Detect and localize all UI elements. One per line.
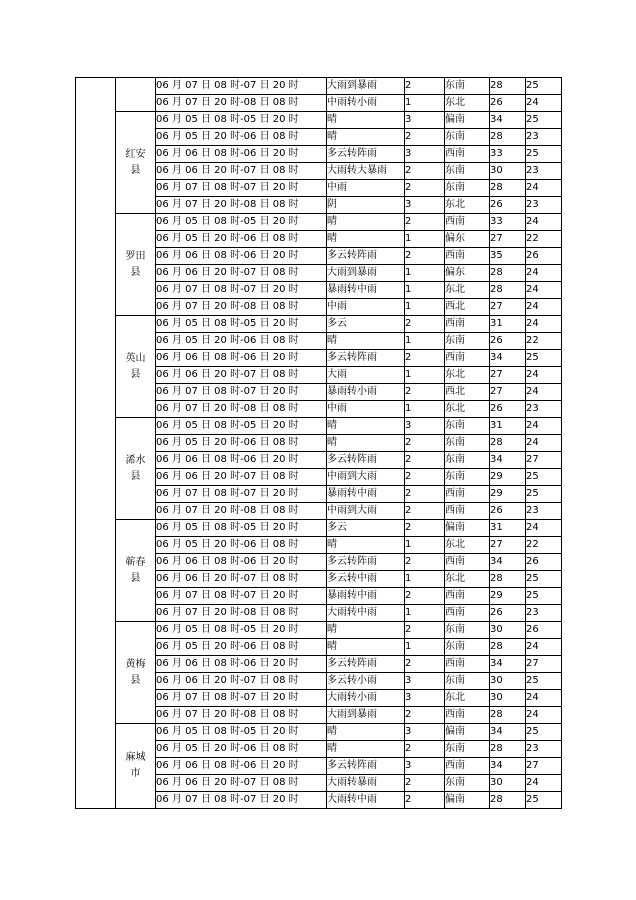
min-temp-cell: 22 <box>526 537 562 554</box>
max-temp-cell: 26 <box>490 401 526 418</box>
wind-direction-cell: 东南 <box>445 163 490 180</box>
wind-direction-cell: 东南 <box>445 129 490 146</box>
weather-cell: 暴雨转中雨 <box>327 486 405 503</box>
min-temp-cell: 25 <box>526 792 562 809</box>
max-temp-cell: 27 <box>490 367 526 384</box>
weather-cell: 晴 <box>327 741 405 758</box>
weather-cell: 多云 <box>327 316 405 333</box>
time-cell: 06 月 07 日 08 时-07 日 20 时 <box>156 792 327 809</box>
table-row <box>76 112 562 129</box>
min-temp-cell: 24 <box>526 639 562 656</box>
wind-direction-cell: 西北 <box>445 384 490 401</box>
min-temp-cell: 24 <box>526 316 562 333</box>
time-cell: 06 月 06 日 08 时-06 日 20 时 <box>156 452 327 469</box>
weather-cell: 多云转中雨 <box>327 571 405 588</box>
wind-level-cell: 1 <box>405 265 445 282</box>
time-cell: 06 月 05 日 20 时-06 日 08 时 <box>156 741 327 758</box>
time-cell: 06 月 05 日 08 时-05 日 20 时 <box>156 214 327 231</box>
wind-level-cell: 1 <box>405 571 445 588</box>
wind-level-cell: 2 <box>405 503 445 520</box>
min-temp-cell: 26 <box>526 248 562 265</box>
min-temp-cell: 24 <box>526 775 562 792</box>
min-temp-cell: 25 <box>526 486 562 503</box>
wind-level-cell: 2 <box>405 129 445 146</box>
wind-direction-cell: 东南 <box>445 452 490 469</box>
time-cell: 06 月 05 日 20 时-06 日 08 时 <box>156 333 327 350</box>
max-temp-cell: 27 <box>490 231 526 248</box>
weather-cell: 大雨到暴雨 <box>327 265 405 282</box>
time-cell: 06 月 06 日 20 时-07 日 08 时 <box>156 469 327 486</box>
weather-cell: 多云转阵雨 <box>327 554 405 571</box>
max-temp-cell: 29 <box>490 588 526 605</box>
wind-level-cell: 3 <box>405 112 445 129</box>
county-name-part: 县 <box>130 266 141 278</box>
min-temp-cell: 24 <box>526 690 562 707</box>
wind-direction-cell: 东北 <box>445 95 490 112</box>
county-name-part: 罗田 <box>125 250 146 262</box>
min-temp-cell: 25 <box>526 469 562 486</box>
max-temp-cell: 34 <box>490 112 526 129</box>
time-cell: 06 月 05 日 08 时-05 日 20 时 <box>156 418 327 435</box>
max-temp-cell: 34 <box>490 758 526 775</box>
min-temp-cell: 25 <box>526 112 562 129</box>
wind-level-cell: 2 <box>405 384 445 401</box>
county-name-cell <box>116 316 156 418</box>
county-name-cell <box>116 520 156 622</box>
weather-cell: 中雨 <box>327 401 405 418</box>
wind-level-cell: 2 <box>405 554 445 571</box>
weather-cell: 晴 <box>327 418 405 435</box>
wind-direction-cell: 西南 <box>445 316 490 333</box>
max-temp-cell: 26 <box>490 95 526 112</box>
wind-direction-cell: 东北 <box>445 690 490 707</box>
weather-cell: 大雨转中雨 <box>327 605 405 622</box>
max-temp-cell: 35 <box>490 248 526 265</box>
weather-cell: 暴雨转小雨 <box>327 384 405 401</box>
max-temp-cell: 28 <box>490 792 526 809</box>
weather-cell: 晴 <box>327 333 405 350</box>
wind-direction-cell: 东南 <box>445 78 490 95</box>
wind-level-cell: 1 <box>405 639 445 656</box>
weather-cell: 晴 <box>327 435 405 452</box>
weather-cell: 多云转阵雨 <box>327 350 405 367</box>
wind-direction-cell: 东南 <box>445 622 490 639</box>
min-temp-cell: 23 <box>526 129 562 146</box>
wind-direction-cell: 偏南 <box>445 520 490 537</box>
wind-level-cell: 2 <box>405 588 445 605</box>
wind-level-cell: 2 <box>405 707 445 724</box>
time-cell: 06 月 07 日 20 时-08 日 08 时 <box>156 503 327 520</box>
max-temp-cell: 34 <box>490 554 526 571</box>
wind-level-cell: 3 <box>405 673 445 690</box>
table-row <box>76 724 562 741</box>
wind-direction-cell: 西南 <box>445 554 490 571</box>
county-name-part: 县 <box>130 164 141 176</box>
max-temp-cell: 28 <box>490 282 526 299</box>
table-row <box>76 316 562 333</box>
min-temp-cell: 23 <box>526 605 562 622</box>
min-temp-cell: 22 <box>526 333 562 350</box>
wind-level-cell: 2 <box>405 792 445 809</box>
min-temp-cell: 22 <box>526 231 562 248</box>
county-name-cell <box>116 112 156 214</box>
time-cell: 06 月 07 日 08 时-07 日 20 时 <box>156 690 327 707</box>
wind-direction-cell: 东北 <box>445 197 490 214</box>
time-cell: 06 月 06 日 08 时-06 日 20 时 <box>156 248 327 265</box>
county-name-part: 蕲春 <box>125 556 146 568</box>
min-temp-cell: 27 <box>526 452 562 469</box>
min-temp-cell: 25 <box>526 78 562 95</box>
county-name-part: 县 <box>130 674 141 686</box>
wind-level-cell: 1 <box>405 401 445 418</box>
max-temp-cell: 30 <box>490 690 526 707</box>
min-temp-cell: 24 <box>526 95 562 112</box>
min-temp-cell: 23 <box>526 741 562 758</box>
max-temp-cell: 33 <box>490 146 526 163</box>
wind-direction-cell: 西南 <box>445 214 490 231</box>
weather-cell: 多云转小雨 <box>327 673 405 690</box>
time-cell: 06 月 05 日 08 时-05 日 20 时 <box>156 112 327 129</box>
wind-direction-cell: 偏东 <box>445 231 490 248</box>
region-cell <box>76 78 116 809</box>
wind-level-cell: 2 <box>405 180 445 197</box>
max-temp-cell: 28 <box>490 78 526 95</box>
wind-direction-cell: 东南 <box>445 180 490 197</box>
wind-level-cell: 2 <box>405 316 445 333</box>
min-temp-cell: 24 <box>526 214 562 231</box>
max-temp-cell: 26 <box>490 197 526 214</box>
time-cell: 06 月 06 日 08 时-06 日 20 时 <box>156 554 327 571</box>
wind-direction-cell: 东北 <box>445 367 490 384</box>
max-temp-cell: 26 <box>490 333 526 350</box>
table-row <box>76 520 562 537</box>
max-temp-cell: 26 <box>490 503 526 520</box>
time-cell: 06 月 07 日 08 时-07 日 20 时 <box>156 384 327 401</box>
wind-direction-cell: 东南 <box>445 741 490 758</box>
min-temp-cell: 25 <box>526 588 562 605</box>
wind-level-cell: 1 <box>405 299 445 316</box>
wind-direction-cell: 西南 <box>445 503 490 520</box>
wind-level-cell: 2 <box>405 350 445 367</box>
time-cell: 06 月 06 日 20 时-07 日 08 时 <box>156 163 327 180</box>
time-cell: 06 月 07 日 20 时-08 日 08 时 <box>156 401 327 418</box>
time-cell: 06 月 07 日 08 时-07 日 20 时 <box>156 588 327 605</box>
min-temp-cell: 25 <box>526 146 562 163</box>
wind-level-cell: 1 <box>405 95 445 112</box>
min-temp-cell: 24 <box>526 265 562 282</box>
wind-level-cell: 3 <box>405 418 445 435</box>
wind-direction-cell: 西南 <box>445 588 490 605</box>
wind-level-cell: 2 <box>405 656 445 673</box>
max-temp-cell: 30 <box>490 673 526 690</box>
wind-level-cell: 1 <box>405 537 445 554</box>
max-temp-cell: 30 <box>490 622 526 639</box>
max-temp-cell: 27 <box>490 537 526 554</box>
weather-cell: 中雨 <box>327 299 405 316</box>
weather-cell: 晴 <box>327 724 405 741</box>
min-temp-cell: 24 <box>526 435 562 452</box>
weather-cell: 中雨到大雨 <box>327 469 405 486</box>
wind-direction-cell: 偏南 <box>445 112 490 129</box>
time-cell: 06 月 07 日 08 时-07 日 20 时 <box>156 78 327 95</box>
min-temp-cell: 25 <box>526 724 562 741</box>
county-name-part: 县 <box>130 572 141 584</box>
max-temp-cell: 31 <box>490 418 526 435</box>
weather-cell: 晴 <box>327 112 405 129</box>
time-cell: 06 月 05 日 20 时-06 日 08 时 <box>156 435 327 452</box>
max-temp-cell: 34 <box>490 656 526 673</box>
max-temp-cell: 28 <box>490 129 526 146</box>
min-temp-cell: 26 <box>526 622 562 639</box>
wind-level-cell: 2 <box>405 78 445 95</box>
wind-direction-cell: 偏南 <box>445 792 490 809</box>
weather-cell: 多云转阵雨 <box>327 146 405 163</box>
max-temp-cell: 29 <box>490 486 526 503</box>
max-temp-cell: 27 <box>490 384 526 401</box>
wind-direction-cell: 东北 <box>445 401 490 418</box>
weather-cell: 大雨到暴雨 <box>327 707 405 724</box>
wind-direction-cell: 西南 <box>445 758 490 775</box>
wind-direction-cell: 西南 <box>445 350 490 367</box>
weather-cell: 大雨转大暴雨 <box>327 163 405 180</box>
wind-level-cell: 3 <box>405 724 445 741</box>
wind-direction-cell: 西南 <box>445 146 490 163</box>
min-temp-cell: 27 <box>526 656 562 673</box>
max-temp-cell: 30 <box>490 163 526 180</box>
wind-direction-cell: 东南 <box>445 435 490 452</box>
county-name-part: 县 <box>130 368 141 380</box>
table-row <box>76 214 562 231</box>
wind-direction-cell: 偏南 <box>445 724 490 741</box>
min-temp-cell: 24 <box>526 299 562 316</box>
wind-direction-cell: 西南 <box>445 707 490 724</box>
max-temp-cell: 30 <box>490 775 526 792</box>
min-temp-cell: 23 <box>526 197 562 214</box>
min-temp-cell: 24 <box>526 384 562 401</box>
time-cell: 06 月 06 日 08 时-06 日 20 时 <box>156 656 327 673</box>
weather-cell: 大雨转小雨 <box>327 690 405 707</box>
time-cell: 06 月 05 日 20 时-06 日 08 时 <box>156 639 327 656</box>
time-cell: 06 月 06 日 20 时-07 日 08 时 <box>156 367 327 384</box>
max-temp-cell: 26 <box>490 605 526 622</box>
time-cell: 06 月 05 日 08 时-05 日 20 时 <box>156 622 327 639</box>
county-name-part: 英山 <box>125 352 146 364</box>
wind-direction-cell: 东南 <box>445 469 490 486</box>
min-temp-cell: 24 <box>526 367 562 384</box>
time-cell: 06 月 05 日 08 时-05 日 20 时 <box>156 520 327 537</box>
wind-level-cell: 1 <box>405 282 445 299</box>
table-row <box>76 78 562 95</box>
min-temp-cell: 24 <box>526 282 562 299</box>
wind-level-cell: 3 <box>405 690 445 707</box>
min-temp-cell: 24 <box>526 180 562 197</box>
wind-level-cell: 3 <box>405 197 445 214</box>
weather-cell: 多云转阵雨 <box>327 656 405 673</box>
min-temp-cell: 24 <box>526 520 562 537</box>
weather-cell: 暴雨转中雨 <box>327 282 405 299</box>
wind-direction-cell: 西南 <box>445 656 490 673</box>
county-name-cell <box>116 622 156 724</box>
wind-level-cell: 1 <box>405 231 445 248</box>
max-temp-cell: 28 <box>490 639 526 656</box>
time-cell: 06 月 06 日 20 时-07 日 08 时 <box>156 265 327 282</box>
weather-cell: 晴 <box>327 537 405 554</box>
time-cell: 06 月 05 日 08 时-05 日 20 时 <box>156 724 327 741</box>
time-cell: 06 月 05 日 20 时-06 日 08 时 <box>156 129 327 146</box>
wind-level-cell: 2 <box>405 775 445 792</box>
time-cell: 06 月 06 日 20 时-07 日 08 时 <box>156 571 327 588</box>
weather-cell: 晴 <box>327 231 405 248</box>
wind-direction-cell: 偏东 <box>445 265 490 282</box>
weather-cell: 中雨 <box>327 180 405 197</box>
county-name-part: 浠水 <box>125 454 146 466</box>
time-cell: 06 月 07 日 20 时-08 日 08 时 <box>156 605 327 622</box>
wind-level-cell: 2 <box>405 452 445 469</box>
weather-cell: 大雨 <box>327 367 405 384</box>
time-cell: 06 月 06 日 08 时-06 日 20 时 <box>156 146 327 163</box>
time-cell: 06 月 06 日 20 时-07 日 08 时 <box>156 775 327 792</box>
wind-level-cell: 3 <box>405 758 445 775</box>
wind-level-cell: 2 <box>405 214 445 231</box>
wind-direction-cell: 东北 <box>445 537 490 554</box>
min-temp-cell: 25 <box>526 350 562 367</box>
min-temp-cell: 25 <box>526 673 562 690</box>
wind-level-cell: 2 <box>405 163 445 180</box>
wind-level-cell: 2 <box>405 741 445 758</box>
min-temp-cell: 23 <box>526 401 562 418</box>
weather-cell: 暴雨转中雨 <box>327 588 405 605</box>
wind-direction-cell: 西南 <box>445 248 490 265</box>
county-name-part: 红安 <box>125 148 146 160</box>
forecast-table <box>75 77 562 809</box>
wind-level-cell: 2 <box>405 520 445 537</box>
weather-cell: 晴 <box>327 214 405 231</box>
min-temp-cell: 23 <box>526 503 562 520</box>
time-cell: 06 月 05 日 20 时-06 日 08 时 <box>156 231 327 248</box>
weather-cell: 阴 <box>327 197 405 214</box>
max-temp-cell: 28 <box>490 435 526 452</box>
max-temp-cell: 29 <box>490 469 526 486</box>
weather-cell: 晴 <box>327 622 405 639</box>
weather-cell: 多云转阵雨 <box>327 248 405 265</box>
county-name-part: 麻城 <box>125 752 146 763</box>
weather-cell: 晴 <box>327 639 405 656</box>
wind-direction-cell: 东南 <box>445 333 490 350</box>
time-cell: 06 月 07 日 20 时-08 日 08 时 <box>156 95 327 112</box>
weather-cell: 多云转阵雨 <box>327 452 405 469</box>
max-temp-cell: 28 <box>490 707 526 724</box>
county-name-cell <box>116 214 156 316</box>
county-name-part: 市 <box>130 768 141 779</box>
min-temp-cell: 24 <box>526 418 562 435</box>
wind-direction-cell: 西北 <box>445 299 490 316</box>
min-temp-cell: 26 <box>526 554 562 571</box>
wind-level-cell: 2 <box>405 248 445 265</box>
time-cell: 06 月 05 日 20 时-06 日 08 时 <box>156 537 327 554</box>
time-cell: 06 月 07 日 20 时-08 日 08 时 <box>156 197 327 214</box>
weather-cell: 多云 <box>327 520 405 537</box>
wind-direction-cell: 东北 <box>445 571 490 588</box>
wind-level-cell: 1 <box>405 367 445 384</box>
time-cell: 06 月 06 日 08 时-06 日 20 时 <box>156 758 327 775</box>
wind-direction-cell: 东南 <box>445 775 490 792</box>
max-temp-cell: 28 <box>490 571 526 588</box>
max-temp-cell: 31 <box>490 316 526 333</box>
max-temp-cell: 34 <box>490 724 526 741</box>
wind-direction-cell: 西南 <box>445 605 490 622</box>
weather-cell: 多云转阵雨 <box>327 758 405 775</box>
min-temp-cell: 24 <box>526 707 562 724</box>
time-cell: 06 月 07 日 08 时-07 日 20 时 <box>156 486 327 503</box>
wind-direction-cell: 东南 <box>445 673 490 690</box>
table-row <box>76 418 562 435</box>
max-temp-cell: 28 <box>490 741 526 758</box>
min-temp-cell: 27 <box>526 758 562 775</box>
wind-direction-cell: 西南 <box>445 486 490 503</box>
max-temp-cell: 28 <box>490 180 526 197</box>
max-temp-cell: 27 <box>490 299 526 316</box>
max-temp-cell: 34 <box>490 452 526 469</box>
wind-level-cell: 1 <box>405 605 445 622</box>
max-temp-cell: 33 <box>490 214 526 231</box>
min-temp-cell: 23 <box>526 163 562 180</box>
time-cell: 06 月 07 日 20 时-08 日 08 时 <box>156 299 327 316</box>
wind-direction-cell: 东南 <box>445 418 490 435</box>
time-cell: 06 月 07 日 08 时-07 日 20 时 <box>156 282 327 299</box>
max-temp-cell: 28 <box>490 265 526 282</box>
time-cell: 06 月 07 日 20 时-08 日 08 时 <box>156 707 327 724</box>
county-name-cell <box>116 418 156 520</box>
weather-cell: 大雨转暴雨 <box>327 775 405 792</box>
wind-level-cell: 2 <box>405 435 445 452</box>
time-cell: 06 月 06 日 08 时-06 日 20 时 <box>156 350 327 367</box>
max-temp-cell: 31 <box>490 520 526 537</box>
county-cell-continued <box>116 78 156 112</box>
wind-direction-cell: 东北 <box>445 282 490 299</box>
weather-cell: 大雨到暴雨 <box>327 78 405 95</box>
weather-cell: 晴 <box>327 129 405 146</box>
min-temp-cell: 25 <box>526 571 562 588</box>
time-cell: 06 月 06 日 20 时-07 日 08 时 <box>156 673 327 690</box>
max-temp-cell: 34 <box>490 350 526 367</box>
wind-level-cell: 3 <box>405 146 445 163</box>
wind-direction-cell: 东南 <box>445 639 490 656</box>
wind-level-cell: 2 <box>405 469 445 486</box>
county-name-part: 黄梅 <box>125 658 146 670</box>
weather-cell: 中雨到大雨 <box>327 503 405 520</box>
time-cell: 06 月 07 日 08 时-07 日 20 时 <box>156 180 327 197</box>
wind-level-cell: 2 <box>405 622 445 639</box>
wind-level-cell: 1 <box>405 333 445 350</box>
county-name-cell <box>116 724 156 809</box>
time-cell: 06 月 05 日 08 时-05 日 20 时 <box>156 316 327 333</box>
table-row <box>76 622 562 639</box>
weather-cell: 中雨转小雨 <box>327 95 405 112</box>
weather-cell: 大雨转中雨 <box>327 792 405 809</box>
county-name-part: 县 <box>130 470 141 482</box>
wind-level-cell: 2 <box>405 486 445 503</box>
